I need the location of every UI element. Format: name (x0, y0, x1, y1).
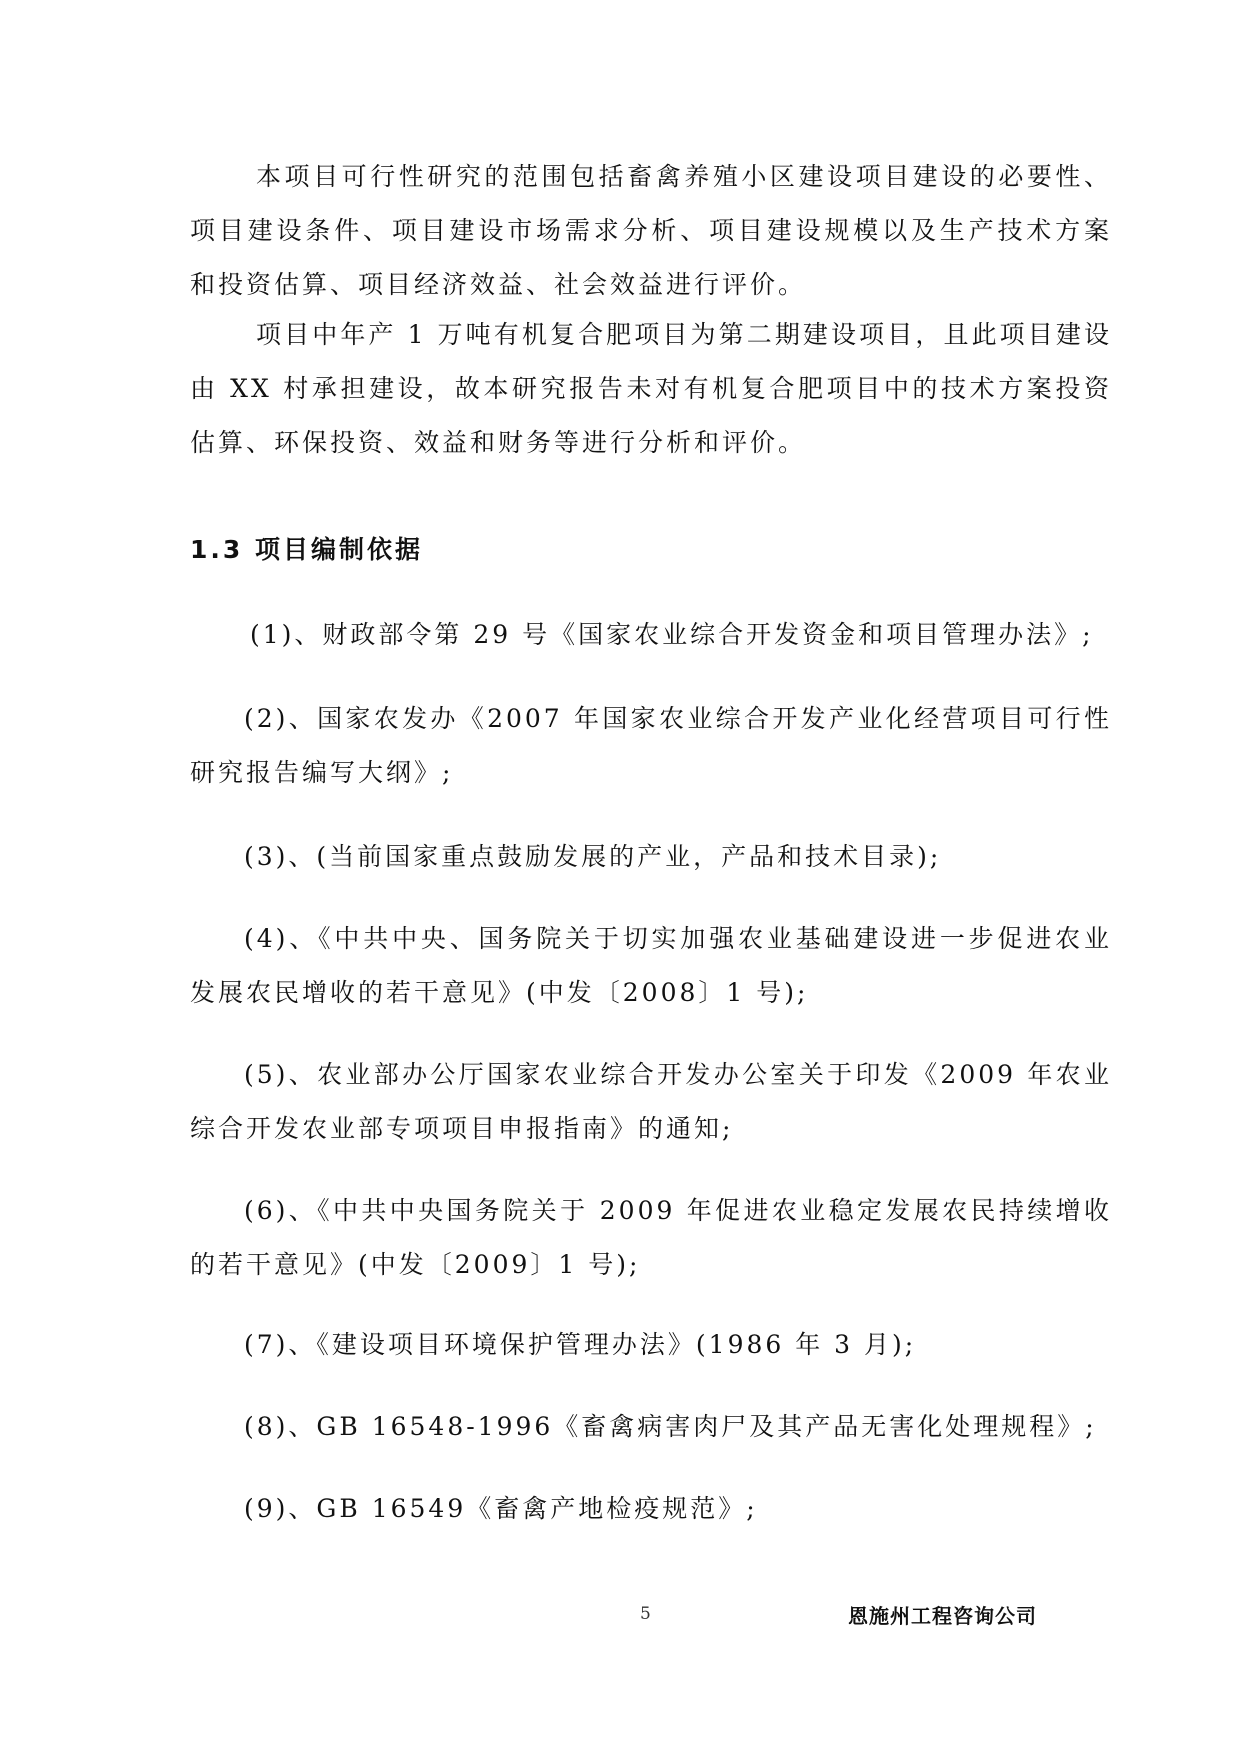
list-item: (9)、GB 16549《畜禽产地检疫规范》; (244, 1494, 758, 1523)
list-item: (3)、(当前国家重点鼓励发展的产业，产品和技术目录); (244, 842, 942, 871)
list-item: (7)、《建设项目环境保护管理办法》(1986 年 3 月); (244, 1330, 917, 1359)
page-number: 5 (640, 1604, 651, 1624)
section-heading: 1.3 项目编制依据 (190, 535, 423, 564)
body-paragraph-phase-two: 项目中年产 1 万吨有机复合肥项目为第二期建设项目，且此项目建设由 XX 村承担建设，故本研究报告未对有机复合肥项目中的技术方案投资估算、环保投资、效益和财务等进行分析和评价。 (190, 320, 1112, 457)
list-item: (5)、农业部办公厅国家农业综合开发办公室关于印发《2009 年农业综合开发农业部专项项目申报指南》的通知; (190, 1060, 1112, 1143)
list-item: (8)、GB 16548-1996《畜禽病害肉尸及其产品无害化处理规程》; (244, 1412, 1097, 1441)
list-item: (4)、《中共中央、国务院关于切实加强农业基础建设进一步促进农业发展农民增收的若干意见》(中发〔2008〕1 号); (190, 924, 1112, 1007)
body-paragraph-scope: 本项目可行性研究的范围包括畜禽养殖小区建设项目建设的必要性、项目建设条件、项目建设市场需求分析、项目建设规模以及生产技术方案和投资估算、项目经济效益、社会效益进行评价。 (190, 162, 1112, 299)
list-item: (2)、国家农发办《2007 年国家农业综合开发产业化经营项目可行性研究报告编写大纲》; (190, 704, 1112, 787)
company-name: 恩施州工程咨询公司 (848, 1604, 1037, 1628)
list-item: (6)、《中共中央国务院关于 2009 年促进农业稳定发展农民持续增收的若干意见》(中发〔2009〕1 号); (190, 1196, 1112, 1279)
list-item: (1)、财政部令第 29 号《国家农业综合开发资金和项目管理办法》; (250, 620, 1094, 649)
